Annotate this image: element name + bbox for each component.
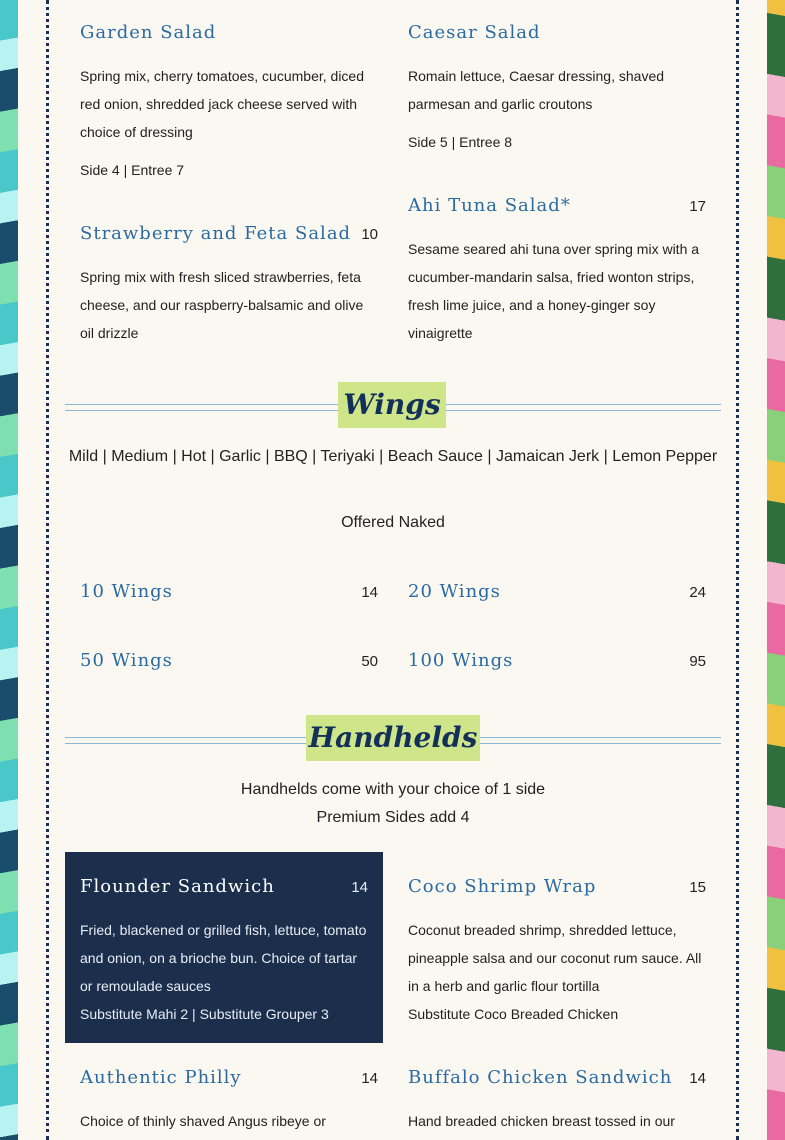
garden-salad-sizes: Side 4 | Entree 7 xyxy=(80,162,185,178)
strawberry-feta-salad-desc: Spring mix with fresh sliced strawberries, feta cheese, and our raspberry-balsamic and olive oil drizzle xyxy=(80,269,364,341)
caesar-salad-desc: Romain lettuce, Caesar dressing, shaved parmesan and garlic croutons xyxy=(408,68,665,112)
coco-shrimp-wrap-desc: Coconut breaded shrimp, shredded lettuce, pineapple salsa and our coconut rum sauce. All in a herb and garlic flour tortilla xyxy=(408,922,702,994)
flounder-sandwich-desc: Fried, blackened or grilled fish, lettuce, tomato and onion, on a brioche bun. Choice of tartar or remoulade sauces xyxy=(80,922,367,994)
wings-50-name: 50 Wings xyxy=(80,650,173,671)
coco-shrimp-wrap-price: 15 xyxy=(689,879,706,896)
strawberry-feta-salad-name: Strawberry and Feta Salad xyxy=(80,223,352,244)
left-leaf-edge xyxy=(0,0,18,1140)
handhelds-side-note: Handhelds come with your choice of 1 side xyxy=(240,781,546,798)
dotted-border-right xyxy=(736,0,739,1140)
flounder-sandwich-price: 14 xyxy=(351,879,368,896)
wings-50-price: 50 xyxy=(361,653,378,670)
ahi-tuna-salad-price: 17 xyxy=(689,198,706,215)
wings-10-price: 14 xyxy=(361,584,378,601)
flounder-sandwich-name: Flounder Sandwich xyxy=(80,876,275,897)
handhelds-section-title: Handhelds xyxy=(306,715,480,761)
buffalo-chicken-sandwich-price: 14 xyxy=(689,1070,706,1087)
wings-note: Offered Naked xyxy=(341,514,445,531)
wings-20-price: 24 xyxy=(689,584,706,601)
authentic-philly-desc: Choice of thinly shaved Angus ribeye or xyxy=(80,1113,326,1129)
authentic-philly-name: Authentic Philly xyxy=(80,1067,242,1088)
buffalo-chicken-sandwich-desc: Hand breaded chicken breast tossed in our xyxy=(408,1113,675,1129)
wings-20-name: 20 Wings xyxy=(408,581,501,602)
caesar-salad-name: Caesar Salad xyxy=(408,22,541,43)
strawberry-feta-salad-price: 10 xyxy=(361,226,378,243)
coco-shrimp-wrap-substitute: Substitute Coco Breaded Chicken xyxy=(408,1006,619,1022)
wings-100-name: 100 Wings xyxy=(408,650,514,671)
flounder-sandwich-substitutes: Substitute Mahi 2 | Substitute Grouper 3 xyxy=(80,1006,329,1022)
coco-shrimp-wrap-name: Coco Shrimp Wrap xyxy=(408,876,597,897)
menu-page xyxy=(18,0,767,1140)
ahi-tuna-salad-name: Ahi Tuna Salad* xyxy=(408,195,571,216)
wings-section-title: Wings xyxy=(338,382,446,428)
buffalo-chicken-sandwich-name: Buffalo Chicken Sandwich xyxy=(408,1067,673,1088)
handhelds-premium-note: Premium Sides add 4 xyxy=(316,809,470,826)
authentic-philly-price: 14 xyxy=(361,1070,378,1087)
caesar-salad-sizes: Side 5 | Entree 8 xyxy=(408,134,513,150)
wings-flavors: Mild | Medium | Hot | Garlic | BBQ | Teriyaki | Beach Sauce | Jamaican Jerk | Lemon Pepper xyxy=(68,448,718,465)
garden-salad-desc: Spring mix, cherry tomatoes, cucumber, diced red onion, shredded jack cheese served with choice of dressing xyxy=(80,68,365,140)
wings-100-price: 95 xyxy=(689,653,706,670)
ahi-tuna-salad-desc: Sesame seared ahi tuna over spring mix with a cucumber-mandarin salsa, fried wonton strips, fresh lime juice, and a honey-ginger soy vinaigrette xyxy=(408,241,700,341)
wings-10-name: 10 Wings xyxy=(80,581,173,602)
dotted-border-left xyxy=(46,0,49,1140)
garden-salad-name: Garden Salad xyxy=(80,22,217,43)
right-flower-edge xyxy=(767,0,785,1140)
